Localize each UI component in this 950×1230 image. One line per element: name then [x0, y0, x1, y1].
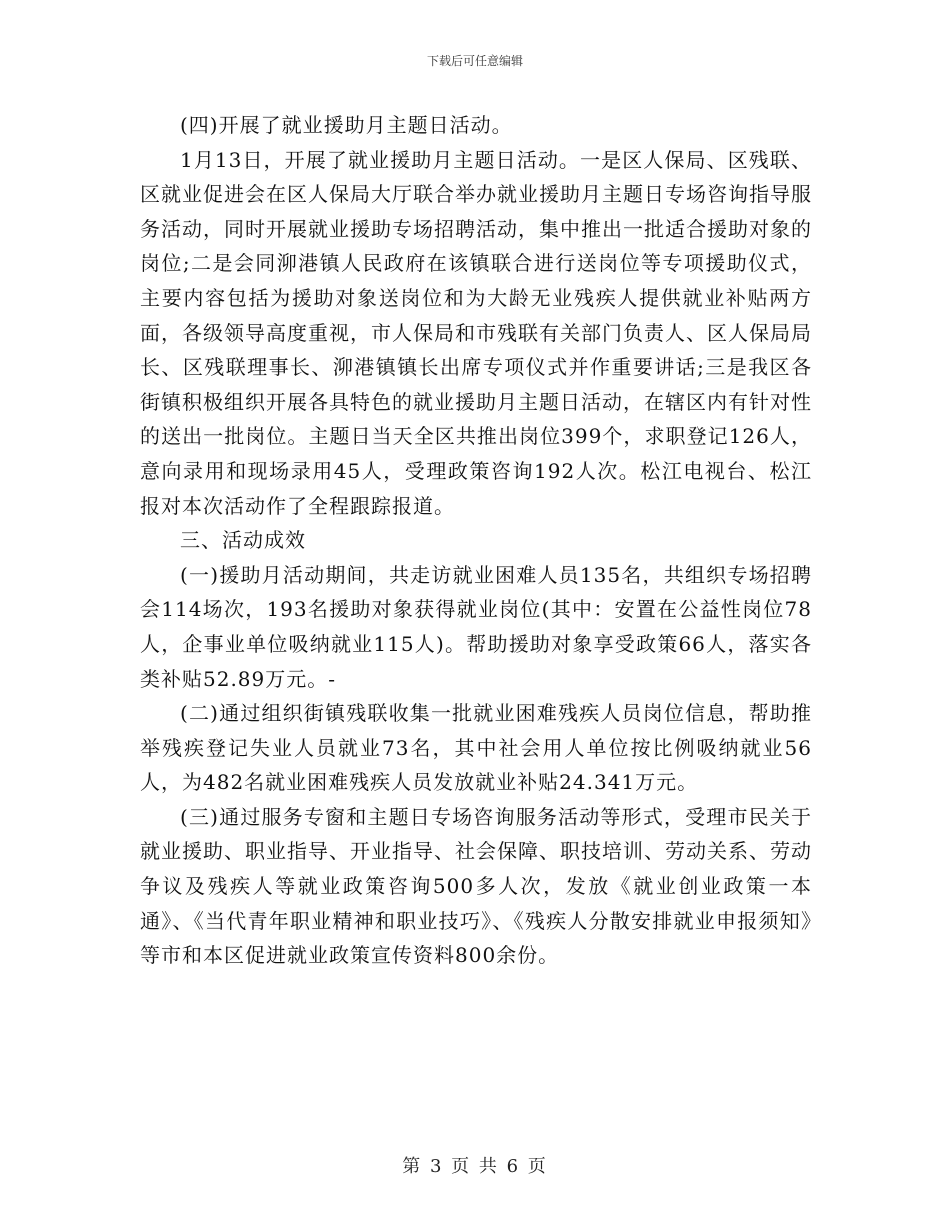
page-number-footer: 第 3 页 共 6 页: [402, 1156, 548, 1177]
paragraph-subheading-4: (四)开展了就业援助月主题日活动。: [180, 113, 513, 137]
document-body: [140, 108, 812, 973]
paragraph-result-1: (一)援助月活动期间，共走访就业困难人员135名，共组织专场招聘会114场次，193名援助对象获得就业岗位(其中：安置在公益性岗位78人，企事业单位吸纳就业115人)。帮助援助对象享受政策66人，落实各类补贴52.89万元。-: [140, 562, 812, 691]
page-header-note: 下载后可任意编辑: [426, 54, 523, 68]
paragraph-theme-day: 1月13日，开展了就业援助月主题日活动。一是区人保局、区残联、区就业促进会在区人保局大厅联合举办就业援助月主题日专场咨询指导服务活动，同时开展就业援助专场招聘活动，集中推出一批适合援助对象的岗位;二是会同泖港镇人民政府在该镇联合进行送岗位等专项援助仪式，主要内容包括为援助对象送岗位和为大龄无业残疾人提供就业补贴两方面，各级领导高度重视，市人保局和市残联有关部门负责人、区人保局局长、区残联理事长、泖港镇镇长出席专项仪式并作重要讲话;三是我区各街镇积极组织开展各具特色的就业援助月主题日活动，在辖区内有针对性的送出一批岗位。主题日当天全区共推出岗位399个，求职登记126人，意向录用和现场录用45人，受理政策咨询192人次。松江电视台、松江报对本次活动作了全程跟踪报道。: [140, 147, 812, 518]
paragraph-result-2: (二)通过组织街镇残联收集一批就业困难残疾人员岗位信息，帮助推举残疾登记失业人员就业73名，其中社会用人单位按比例吸纳就业56人，为482名就业困难残疾人员发放就业补贴24.341万元。: [140, 701, 812, 795]
section-heading-results: 三、活动成效: [180, 528, 306, 553]
paragraph-result-3: (三)通过服务专窗和主题日专场咨询服务活动等形式，受理市民关于就业援助、职业指导、开业指导、社会保障、职技培训、劳动关系、劳动争议及残疾人等就业政策咨询500多人次，发放《就业创业政策一本通》、《当代青年职业精神和职业技巧》、《残疾人分散安排就业申报须知》等市和本区促进就业政策宣传资料800余份。: [140, 804, 812, 968]
